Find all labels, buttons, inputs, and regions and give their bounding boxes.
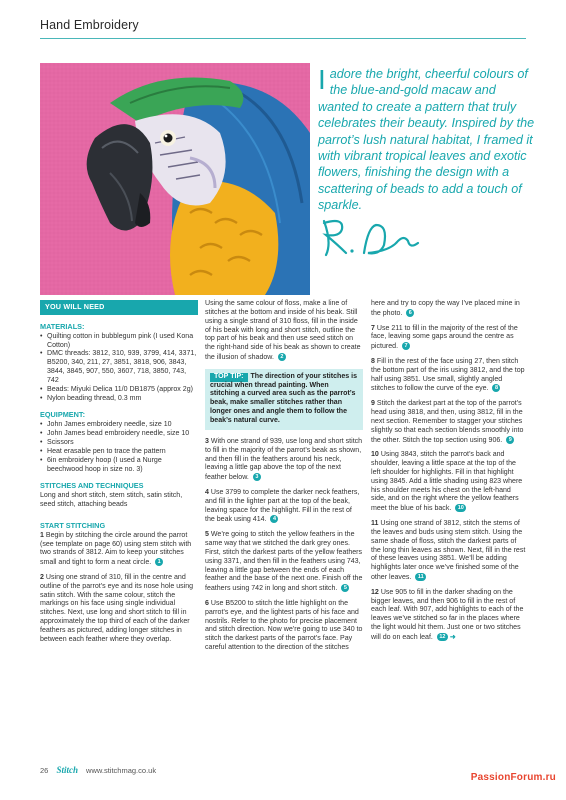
step-text: Use 3799 to complete the darker neck feathers, and fill in the lighter part at the top of the beak, leaving space for the highlight. Fill in the rest of the beak using 414. bbox=[205, 488, 360, 524]
intro-text bbox=[318, 66, 538, 214]
photo-ref-badge: 5 bbox=[341, 584, 349, 592]
step-text: here and try to copy the way I’ve placed mine in the photo. bbox=[371, 300, 520, 317]
page-footer bbox=[40, 765, 156, 775]
column-3 bbox=[371, 300, 526, 649]
step-6-continued bbox=[371, 300, 526, 319]
photo-ref-badge: 10 bbox=[455, 504, 466, 512]
step-text: Using 3843, stitch the parrot’s back and shoulder, leaving a little space at the top of the left shoulder for highlights. Fill in that highlight using 3845. Add a little shading using 823 where his shoulder meets his chest on the left-hand side, and on the right where the yellow feathers meet the blue of his back. bbox=[371, 451, 523, 513]
step-2 bbox=[40, 574, 198, 645]
step-number: 5 bbox=[205, 531, 209, 539]
continue-arrow-icon: ➜ bbox=[449, 633, 456, 641]
photo-ref-badge: 1 bbox=[155, 558, 163, 566]
step-1 bbox=[40, 532, 198, 568]
step-text: We’re going to stitch the yellow feathers in the same way that we stitched the dark grey ones. First, stitch the darkest parts of the yellow feathers using 3371, and then fill in the feathers using 743, leaving a little gap between the ends of each feather and the base of the next one. Finish off the feathers using 742 in long and short stitch. bbox=[205, 531, 363, 593]
photo-ref-badge: 7 bbox=[402, 342, 410, 350]
step-number: 10 bbox=[371, 451, 379, 459]
materials-heading: MATERIALS: bbox=[40, 321, 85, 331]
photo-ref-badge: 2 bbox=[278, 353, 286, 361]
photo-ref-badge: 11 bbox=[415, 573, 426, 581]
step-7 bbox=[371, 325, 526, 352]
step-text: Fill in the rest of the face using 27, then stitch the bottom part of the iris using 3812, and the top half using 3851. Use small, slightly angled stitches to follow the curve of the eye. bbox=[371, 357, 525, 393]
photo-ref-badge: 8 bbox=[492, 384, 500, 392]
step-text: Use 211 to fill in the majority of the rest of the face, leaving some gaps around the centre as pictured. bbox=[371, 324, 518, 351]
start-stitching-heading: START STITCHING bbox=[40, 520, 106, 530]
step-number: 4 bbox=[205, 488, 209, 496]
step-text: Stitch the darkest part at the top of the parrot’s head using 3818, and then, using 3812, fill in the next section. Remember to stagger your stitches slightly so that each section blends smoothly into the other. Stitch the top section using 906. bbox=[371, 400, 524, 444]
step-9 bbox=[371, 400, 526, 445]
signature-mark bbox=[318, 215, 423, 261]
list-item: • John James embroidery needle, size 10 bbox=[40, 421, 198, 430]
list-item: • John James bead embroidery needle, size 10 bbox=[40, 430, 198, 439]
step-2-continued bbox=[205, 300, 363, 363]
techniques-heading: STITCHES AND TECHNIQUES bbox=[40, 481, 144, 491]
step-10 bbox=[371, 451, 526, 514]
list-item: • DMC threads: 3812, 310, 939, 3799, 414, 3371, B5200, 340, 211, 27, 3851, 3818, 906, 3843, 3844, 3845, 907, 550, 3607, 718, 3850, 743, 742 bbox=[40, 350, 198, 385]
step-text: Use B5200 to stitch the little highlight on the parrot’s eye, and the lightest parts of his face and nostrils. Refer to the photo for precise placement and stitch direction. Now we’re going to use 340 to stitch the darkest parts of the parrot’s face. Pay careful attention to the direction of the stitches bbox=[205, 599, 363, 652]
top-tip-label: TOP TIP: bbox=[210, 373, 248, 382]
list-item: • 6in embroidery hoop (I used a Nurge beechwood hoop in size no. 3) bbox=[40, 457, 198, 475]
step-text: With one strand of 939, use long and short stitch to fill in the majority of the parrot’s beak as shown, and then fill in the feathers around his neck, leaving a little gap above the top of the next feather below. bbox=[205, 437, 363, 482]
step-text: Use 905 to fill in the darker shading on the bigger leaves, and then 906 to fill in the rest of each leaf. With 907, add highlights to each of the leaves we’ve stitched so far in the places where the light would hit them. Just one or two stitches will do on each leaf. bbox=[371, 588, 524, 641]
step-number: 11 bbox=[371, 520, 379, 528]
list-item: • Quilting cotton in bubblegum pink (I used Kona Cotton) bbox=[40, 333, 198, 351]
step-number: 7 bbox=[371, 324, 375, 332]
list-item: • Heat erasable pen to trace the pattern bbox=[40, 448, 198, 457]
step-11 bbox=[371, 520, 526, 583]
column-2 bbox=[205, 300, 363, 659]
step-number: 12 bbox=[371, 588, 379, 596]
equipment-list bbox=[40, 421, 198, 474]
step-text: Using one strand of 310, fill in the centre and outline of the parrot’s eye and its nose hole using satin stitch. With the same colour, stitch the markings on his face using single individual stitches. Next, use long and short stitch to fill in approximately the top third of each of the darker feathers as pictured, adding longer stitches in between each feather where they overlap. bbox=[40, 573, 194, 643]
materials-list bbox=[40, 333, 198, 404]
header-divider bbox=[40, 38, 526, 39]
step-number: 3 bbox=[205, 437, 209, 445]
section-title: Hand Embroidery bbox=[40, 18, 139, 32]
photo-ref-badge: 6 bbox=[406, 309, 414, 317]
embroidered-macaw-photo bbox=[40, 63, 310, 295]
photo-ref-badge: 4 bbox=[270, 515, 278, 523]
page-number: 26 bbox=[40, 766, 49, 775]
footer-url[interactable]: www.stitchmag.co.uk bbox=[86, 766, 157, 775]
step-8 bbox=[371, 358, 526, 394]
column-1 bbox=[40, 300, 198, 651]
step-5 bbox=[205, 531, 363, 594]
photo-ref-badge: 3 bbox=[253, 473, 261, 481]
step-text: Using one strand of 3812, stitch the stems of the leaves and buds using stem stitch. Using the same shade of floss, stitch the darkest parts of the long thin leaves as shown. Next, fill in the rest of these leaves using 3851. We’ll be adding highlights later once we’ve finished some of the other leaves. bbox=[371, 520, 526, 581]
step-number: 8 bbox=[371, 357, 375, 365]
you-will-need-heading: YOU WILL NEED bbox=[40, 300, 198, 315]
watermark-text: PassionForum.ru bbox=[470, 772, 556, 783]
photo-ref-badge: 9 bbox=[506, 436, 514, 444]
step-number: 6 bbox=[205, 599, 209, 607]
step-number: 9 bbox=[371, 400, 375, 408]
intro-body: adore the bright, cheerful colours of the blue-and-gold macaw and wanted to create a pattern that truly celebrates their beauty. Inspired by the parrot’s lush natural habitat, I framed it with vibrant tropical leaves and exotic flowers, finishing the design with a scattering of beads to add a touch of sparkle. bbox=[318, 67, 535, 213]
step-3 bbox=[205, 438, 363, 483]
step-4 bbox=[205, 489, 363, 525]
step-number: 1 bbox=[40, 531, 44, 539]
step-number: 2 bbox=[40, 573, 44, 581]
list-item: • Scissors bbox=[40, 439, 198, 448]
step-6 bbox=[205, 600, 363, 653]
step-12 bbox=[371, 589, 526, 643]
list-item: • Nylon beading thread, 0.3 mm bbox=[40, 395, 198, 404]
magazine-logo: Stitch bbox=[56, 765, 78, 775]
intro-dropcap: I bbox=[318, 64, 326, 95]
equipment-heading: EQUIPMENT: bbox=[40, 410, 85, 420]
top-tip-text: The direction of your stitches is crucial when thread painting. When stitching a curved area such as the parrot’s beak, make smaller stitches rather than longer ones and angle them to follow the beak’s natural curve. bbox=[210, 372, 358, 424]
top-tip-box bbox=[205, 369, 363, 430]
photo-ref-badge: 12 bbox=[437, 633, 448, 641]
list-item: • Beads: Miyuki Delica 11/0 DB1875 (approx 2g) bbox=[40, 386, 198, 395]
techniques-text: Long and short stitch, stem stitch, satin stitch, seed stitch, attaching beads bbox=[40, 492, 183, 509]
step-text: Begin by stitching the circle around the parrot (see template on page 60) using stem stitch with two strands of 3812. Aim to keep your stitches small and tight to form a neat circle. bbox=[40, 531, 192, 567]
step-text: Using the same colour of floss, make a line of stitches at the bottom and inside of his beak. Still using a single strand of 310 floss, fill in the inside of his beak with long and short stitch, outline the top part of his beak and then use seed stitch on the right-hand side of his beak as shown to create the illusion of shadow. bbox=[205, 300, 361, 361]
